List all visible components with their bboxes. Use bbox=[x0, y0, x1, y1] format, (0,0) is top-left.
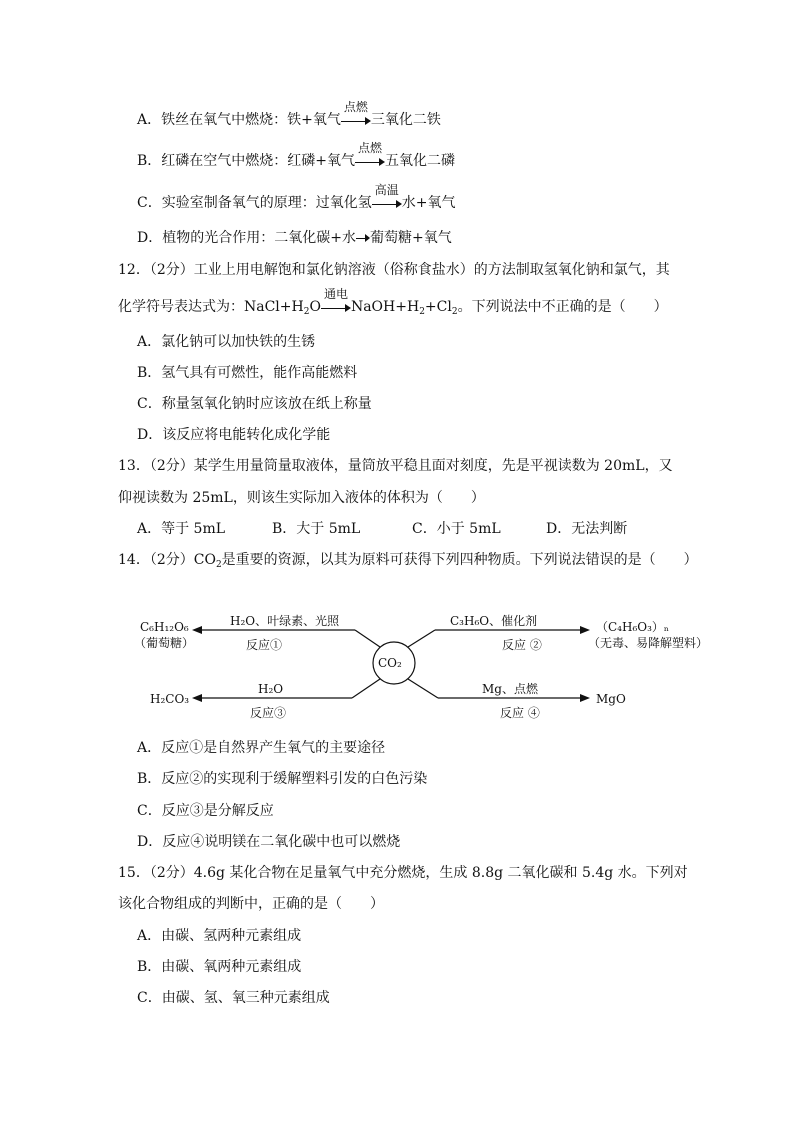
q15-option-c: C．由碳、氢、氧三种元素组成 bbox=[137, 990, 330, 1006]
q11-option-c: C．实验室制备氧气的原理：过氧化氢 高温 水+氧气 bbox=[137, 183, 456, 211]
r1-condition: H₂O、叶绿素、光照 bbox=[230, 614, 340, 628]
q11-option-b: B．红磷在空气中燃烧：红磷+氧气 点燃 五氧化二磷 bbox=[137, 141, 456, 169]
r3-arrowhead bbox=[192, 694, 202, 702]
r4-condition: Mg、点燃 bbox=[482, 682, 538, 696]
co2-reaction-diagram bbox=[130, 600, 720, 730]
q12-option-d: D．该反应将电能转化成化学能 bbox=[137, 427, 331, 443]
q13-stem-line2: 仰视读数为 25mL，则该生实际加入液体的体积为（ ） bbox=[118, 490, 485, 506]
q15-option-b: B．由碳、氧两种元素组成 bbox=[137, 959, 302, 975]
q12-stem-line2: 化学符号表达式为：$NaCl+H_2O$ 通电 $NaOH+H_2+Cl_2$。下列说法中不正确的是（ ） bbox=[118, 287, 668, 317]
q12-option-b: B．氢气具有可燃性，能作高能燃料 bbox=[137, 365, 358, 381]
r4-diag-line bbox=[408, 679, 438, 698]
r4-name: 反应 ④ bbox=[500, 706, 540, 720]
reaction-arrow bbox=[356, 228, 370, 248]
q12-option-c: C．称量氢氧化钠时应该放在纸上称量 bbox=[137, 396, 372, 412]
q15-stem-line1: 15．（2分）4.6g 某化合物在足量氧气中充分燃烧，生成 8.8g 二氧化碳和 5.4g 水。下列对 bbox=[118, 865, 688, 881]
polymer-formula: （C₄H₆O₃）ₙ bbox=[596, 620, 670, 634]
q14-option-b: B．反应②的实现利于缓解塑料引发的白色污染 bbox=[137, 771, 428, 787]
reaction-arrow: 高温 bbox=[372, 193, 402, 213]
q11-option-a: A．铁丝在氧气中燃烧：铁+氧气 点燃 三氧化二铁 bbox=[137, 100, 441, 128]
q13-option-b: B．大于 5mL bbox=[272, 521, 361, 537]
q12-stem-line1: 12．（2分）工业上用电解饱和氯化钠溶液（俗称食盐水）的方法制取氢氧化钠和氯气，其 bbox=[118, 262, 670, 278]
q14-option-a: A．反应①是自然界产生氧气的主要途径 bbox=[137, 740, 386, 756]
glucose-name: （葡萄糖） bbox=[134, 636, 195, 650]
r3-name: 反应③ bbox=[250, 706, 287, 720]
r1-name: 反应① bbox=[246, 638, 283, 652]
polymer-name: （无毒、易降解塑料） bbox=[588, 636, 709, 650]
r2-arrowhead bbox=[580, 626, 590, 634]
reaction-arrow: 通电 bbox=[321, 297, 351, 317]
r2-diag-line bbox=[408, 630, 435, 647]
reaction-arrow: 点燃 bbox=[341, 110, 371, 130]
r4-arrowhead bbox=[580, 694, 590, 702]
carbonic-acid-formula: H₂CO₃ bbox=[150, 692, 190, 706]
co2-label: CO₂ bbox=[378, 656, 402, 670]
r1-arrowhead bbox=[192, 626, 202, 634]
mgo-formula: MgO bbox=[596, 692, 626, 706]
q14-option-c: C．反应③是分解反应 bbox=[137, 803, 274, 819]
q11-option-d: D．植物的光合作用：二氧化碳+水 葡萄糖+氧气 bbox=[137, 230, 452, 246]
q13-option-a: A．等于 5mL bbox=[137, 521, 226, 537]
q13-option-c: C．小于 5mL bbox=[412, 521, 501, 537]
r3-diag-line bbox=[352, 679, 380, 698]
glucose-formula: C₆H₁₂O₆ bbox=[140, 620, 189, 634]
r2-condition: C₃H₆O、催化剂 bbox=[450, 614, 538, 628]
reaction-arrow: 点燃 bbox=[355, 151, 385, 171]
q15-option-a: A．由碳、氢两种元素组成 bbox=[137, 928, 302, 944]
q14-option-d: D．反应④说明镁在二氧化碳中也可以燃烧 bbox=[137, 834, 401, 850]
q13-option-d: D．无法判断 bbox=[546, 521, 628, 537]
q13-stem-line1: 13．（2分）某学生用量筒量取液体，量筒放平稳且面对刻度，先是平视读数为 20mL，又 bbox=[118, 458, 673, 474]
r3-condition: H₂O bbox=[258, 682, 284, 696]
r1-diag-line bbox=[355, 630, 380, 647]
q14-stem: 14．（2分）$CO_2$是重要的资源，以其为原料可获得下列四种物质。下列说法错误的是（ ） bbox=[118, 552, 698, 570]
r2-name: 反应 ② bbox=[502, 638, 542, 652]
q12-option-a: A．氯化钠可以加快铁的生锈 bbox=[137, 334, 316, 350]
q15-stem-line2: 该化合物组成的判断中，正确的是（ ） bbox=[118, 896, 384, 912]
